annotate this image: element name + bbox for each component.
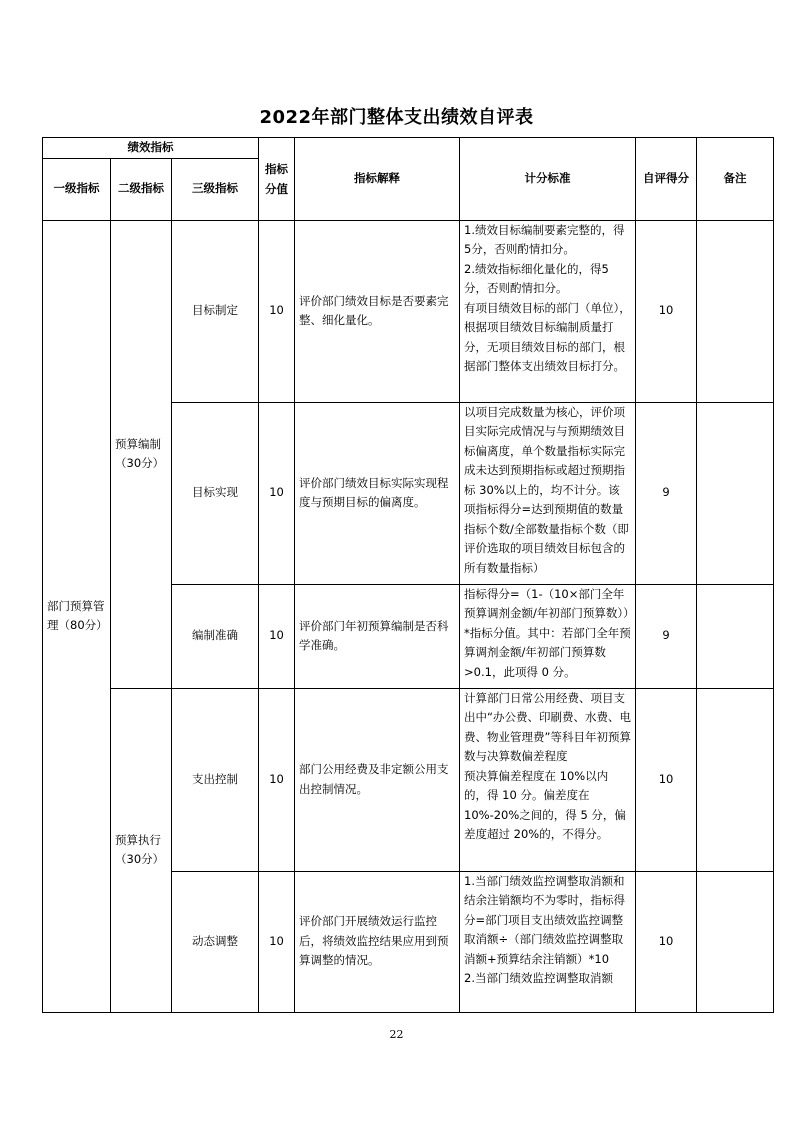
criteria-cell: 1.当部门绩效监控调整取消额和结余注销额均不为零时，指标得分=部门项目支出绩效监控调整取消额÷（部门绩效监控调整取消额+预算结余注销额）*10 2.当部门绩效监控调整取消额 [460, 871, 636, 1012]
explanation-cell: 评价部门年初预算编制是否科学准确。 [295, 584, 460, 688]
level3-cell: 目标实现 [172, 402, 259, 584]
score-cell: 9 [636, 402, 697, 584]
level3-cell: 目标制定 [172, 220, 259, 402]
criteria-cell: 计算部门日常公用经费、项目支出中“办公费、印刷费、水费、电费、物业管理费”等科目年初预算数与决算数偏差程度 预决算偏差程度在 10%以内的，得 10 分。偏差度在 10%-20%之间的，得 5 分，偏差度超过 20%的，不得分。 [460, 688, 636, 871]
remark-cell [697, 871, 774, 1012]
weight-cell: 10 [259, 871, 295, 1012]
score-cell: 9 [636, 584, 697, 688]
table-row [43, 688, 774, 871]
weight-cell: 10 [259, 402, 295, 584]
performance-evaluation-table [42, 137, 774, 1013]
level3-cell: 动态调整 [172, 871, 259, 1012]
page-title: 2022年部门整体支出绩效自评表 [259, 107, 534, 128]
header-self-score: 自评得分 [636, 138, 697, 221]
remark-cell [697, 584, 774, 688]
criteria-cell: 1.绩效目标编制要素完整的，得5分，否则酌情扣分。 2.绩效指标细化量化的，得5分，否则酌情扣分。 有项目绩效目标的部门（单位），根据项目绩效目标编制质量打分，无项目绩效目标的部门，根据部门整体支出绩效目标打分。 [460, 220, 636, 402]
header-level3: 三级指标 [172, 158, 259, 220]
explanation-cell: 部门公用经费及非定额公用支出控制情况。 [295, 688, 460, 871]
level2-cell: 预算编制（30分） [111, 220, 172, 688]
remark-cell [697, 688, 774, 871]
score-cell: 10 [636, 220, 697, 402]
header-level1: 一级指标 [43, 158, 111, 220]
header-remarks: 备注 [697, 138, 774, 221]
explanation-cell: 评价部门绩效目标是否要素完整、细化量化。 [295, 220, 460, 402]
score-cell: 10 [636, 688, 697, 871]
criteria-cell: 以项目完成数量为核心，评价项目实际完成情况与与预期绩效目标偏离度，单个数量指标实际完成未达到预期指标或超过预期指标 30%以上的，均不计分。该项指标得分=达到预期值的数量指标个数/全部数量指标个数（即评价选取的项目绩效目标包含的所有数量指标） [460, 402, 636, 584]
header-performance-indicators: 绩效指标 [43, 138, 259, 159]
weight-cell: 10 [259, 220, 295, 402]
weight-cell: 10 [259, 688, 295, 871]
criteria-cell: 指标得分=（1-（10×部门全年预算调剂金额/年初部门预算数））*指标分值。其中：若部门全年预算调剂金额/年初部门预算数>0.1，此项得 0 分。 [460, 584, 636, 688]
explanation-cell: 评价部门绩效目标实际实现程度与预期目标的偏离度。 [295, 402, 460, 584]
header-level2: 二级指标 [111, 158, 172, 220]
header-explanation: 指标解释 [295, 138, 460, 221]
weight-cell: 10 [259, 584, 295, 688]
remark-cell [697, 402, 774, 584]
level3-cell: 支出控制 [172, 688, 259, 871]
remark-cell [697, 220, 774, 402]
level3-cell: 编制准确 [172, 584, 259, 688]
header-weight: 指标分值 [259, 138, 295, 221]
header-row-1 [43, 138, 774, 159]
explanation-cell: 评价部门开展绩效运行监控后，将绩效监控结果应用到预算调整的情况。 [295, 871, 460, 1012]
score-cell: 10 [636, 871, 697, 1012]
level2-cell: 预算执行（30分） [111, 688, 172, 1012]
table-row [43, 220, 774, 402]
page-number: 22 [389, 1028, 404, 1041]
level1-cell: 部门预算管理（80分） [43, 220, 111, 1012]
header-criteria: 计分标准 [460, 138, 636, 221]
